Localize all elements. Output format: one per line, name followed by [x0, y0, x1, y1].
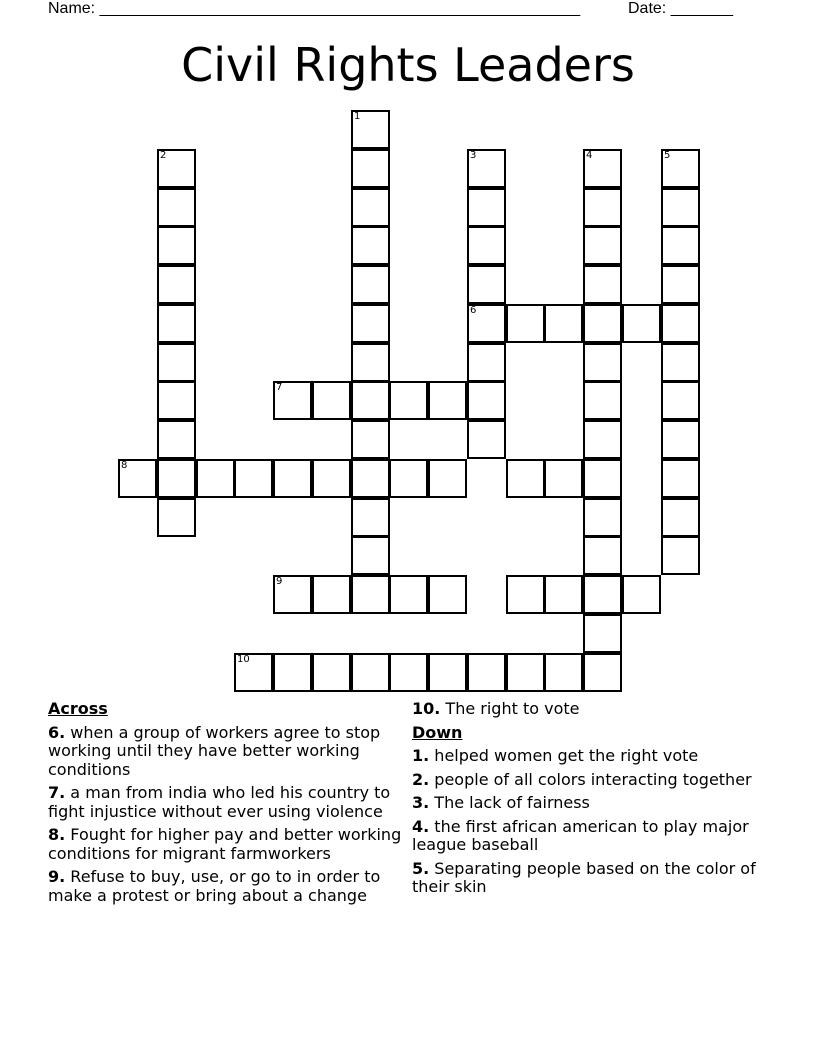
grid-cell[interactable]: [351, 226, 390, 265]
clue-number-label: 10: [237, 654, 250, 665]
grid-cell[interactable]: [157, 420, 196, 459]
grid-cell[interactable]: [622, 575, 661, 614]
grid-cell[interactable]: [467, 343, 506, 382]
clue-text: Separating people based on the color of their skin: [412, 858, 756, 896]
clue-number-label: 5: [664, 150, 671, 161]
clue-number: 2.: [412, 769, 430, 789]
grid-cell[interactable]: [351, 420, 390, 459]
grid-cell[interactable]: [583, 575, 622, 614]
grid-cell[interactable]: [157, 149, 196, 188]
grid-cell[interactable]: [583, 536, 622, 575]
grid-cell[interactable]: [312, 575, 351, 614]
grid-cell[interactable]: [467, 226, 506, 265]
grid-cell[interactable]: [273, 575, 312, 614]
across-clue-8: [48, 826, 408, 863]
grid-cell[interactable]: [157, 226, 196, 265]
grid-cell[interactable]: [351, 149, 390, 188]
clue-number-label: 2: [160, 150, 167, 161]
clue-text: people of all colors interacting together: [429, 769, 752, 789]
clue-number: 10.: [412, 699, 441, 718]
clues-right-column: [412, 700, 772, 902]
grid-cell[interactable]: [428, 653, 467, 692]
grid-cell[interactable]: [661, 343, 700, 382]
header: [48, 0, 748, 22]
clue-number-label: 7: [276, 382, 283, 393]
clue-number-label: 1: [354, 111, 361, 122]
grid-cell[interactable]: [661, 265, 700, 304]
down-clue-5: [412, 860, 772, 897]
name-field[interactable]: Name: ______________________________________________________: [48, 0, 581, 17]
grid-cell[interactable]: [583, 498, 622, 537]
grid-cell[interactable]: [661, 188, 700, 227]
grid-cell[interactable]: [661, 498, 700, 537]
grid-cell[interactable]: [544, 653, 583, 692]
grid-cell[interactable]: [661, 381, 700, 420]
grid-cell[interactable]: [506, 575, 545, 614]
clue-number-label: 9: [276, 576, 283, 587]
grid-cell[interactable]: [196, 459, 235, 498]
grid-cell[interactable]: [428, 575, 467, 614]
grid-cell[interactable]: [118, 459, 157, 498]
grid-cell[interactable]: [351, 536, 390, 575]
grid-cell[interactable]: [661, 420, 700, 459]
across-clue-10: [412, 700, 772, 719]
clue-number: 3.: [412, 793, 430, 812]
grid-cell[interactable]: [583, 343, 622, 382]
grid-cell[interactable]: [389, 575, 428, 614]
clue-number: 8.: [48, 825, 66, 844]
grid-cell[interactable]: [351, 498, 390, 537]
grid-cell[interactable]: [157, 498, 196, 537]
grid-cell[interactable]: [234, 653, 273, 692]
clue-text: a man from india who led his country to fight injustice without ever using violence: [48, 783, 391, 821]
grid-cell[interactable]: [506, 459, 545, 498]
grid-cell[interactable]: [661, 459, 700, 498]
grid-cell[interactable]: [351, 575, 390, 614]
grid-cell[interactable]: [428, 381, 467, 420]
clue-number-label: 3: [470, 150, 477, 161]
grid-cell[interactable]: [157, 381, 196, 420]
clue-text: when a group of workers agree to stop working until they have better working conditions: [48, 722, 381, 779]
grid-cell[interactable]: [351, 110, 390, 149]
across-heading: Across: [48, 699, 108, 718]
grid-cell[interactable]: [157, 265, 196, 304]
grid-cell[interactable]: [157, 304, 196, 343]
clue-number: 9.: [48, 867, 66, 886]
clue-text: helped women get the right vote: [429, 746, 699, 765]
across-clue-9: [48, 868, 408, 905]
grid-cell[interactable]: [544, 459, 583, 498]
date-field[interactable]: Date: _______: [628, 0, 733, 17]
clue-number: 7.: [48, 783, 66, 802]
down-clue-3: [412, 794, 772, 813]
grid-cell[interactable]: [583, 265, 622, 304]
grid-cell[interactable]: [157, 188, 196, 227]
grid-cell[interactable]: [467, 149, 506, 188]
clue-text: The lack of fairness: [429, 793, 590, 812]
grid-cell[interactable]: [661, 304, 700, 343]
grid-cell[interactable]: [467, 381, 506, 420]
down-heading: Down: [412, 722, 463, 742]
grid-cell[interactable]: [583, 149, 622, 188]
grid-cell[interactable]: [351, 459, 390, 498]
across-clue-7: [48, 784, 408, 821]
grid-cell[interactable]: [544, 304, 583, 343]
across-clue-6: [48, 724, 408, 780]
grid-cell[interactable]: [273, 653, 312, 692]
grid-cell[interactable]: [583, 381, 622, 420]
grid-cell[interactable]: [273, 381, 312, 420]
clue-text: the first african american to play major league baseball: [412, 816, 749, 854]
grid-cell[interactable]: [583, 420, 622, 459]
grid-cell[interactable]: [583, 614, 622, 653]
page-title: Civil Rights Leaders: [181, 38, 635, 92]
grid-cell[interactable]: [583, 653, 622, 692]
grid-cell[interactable]: [157, 459, 196, 498]
grid-cell[interactable]: [467, 653, 506, 692]
clue-number: 6.: [48, 722, 66, 742]
grid-cell[interactable]: [583, 188, 622, 227]
grid-cell[interactable]: [506, 653, 545, 692]
clue-number-label: 6: [470, 305, 477, 316]
grid-cell[interactable]: [157, 343, 196, 382]
grid-cell[interactable]: [234, 459, 273, 498]
grid-cell[interactable]: [661, 149, 700, 188]
grid-cell[interactable]: [312, 459, 351, 498]
grid-cell[interactable]: [544, 575, 583, 614]
grid-cell[interactable]: [428, 459, 467, 498]
clue-text: Refuse to buy, use, or go to in order to make a protest or bring about a change: [48, 867, 381, 905]
clue-number: 4.: [412, 816, 430, 836]
clue-number-label: 8: [121, 460, 128, 471]
down-clue-2: [412, 771, 772, 790]
down-clue-1: [412, 747, 772, 766]
grid-cell[interactable]: [351, 343, 390, 382]
grid-cell[interactable]: [351, 304, 390, 343]
clue-number: 5.: [412, 858, 430, 878]
grid-cell[interactable]: [467, 265, 506, 304]
grid-cell[interactable]: [351, 265, 390, 304]
grid-cell[interactable]: [312, 653, 351, 692]
clue-number: 1.: [412, 746, 430, 765]
grid-cell[interactable]: [351, 188, 390, 227]
grid-cell[interactable]: [661, 536, 700, 575]
grid-cell[interactable]: [389, 459, 428, 498]
grid-cell[interactable]: [389, 381, 428, 420]
grid-cell[interactable]: [312, 381, 351, 420]
grid-cell[interactable]: [506, 304, 545, 343]
grid-cell[interactable]: [467, 188, 506, 227]
grid-cell[interactable]: [467, 304, 506, 343]
grid-cell[interactable]: [273, 459, 312, 498]
grid-cell[interactable]: [351, 381, 390, 420]
grid-cell[interactable]: [583, 459, 622, 498]
clue-number-label: 4: [586, 150, 593, 161]
grid-cell[interactable]: [467, 420, 506, 459]
grid-cell[interactable]: [583, 304, 622, 343]
grid-cell[interactable]: [583, 226, 622, 265]
grid-cell[interactable]: [351, 653, 390, 692]
grid-cell[interactable]: [661, 226, 700, 265]
down-clue-4: [412, 818, 772, 855]
clue-text: Fought for higher pay and better working conditions for migrant farmworkers: [48, 825, 402, 863]
grid-cell[interactable]: [389, 653, 428, 692]
clues-left-column: [48, 700, 408, 910]
clue-text: The right to vote: [440, 699, 580, 718]
grid-cell[interactable]: [622, 304, 661, 343]
